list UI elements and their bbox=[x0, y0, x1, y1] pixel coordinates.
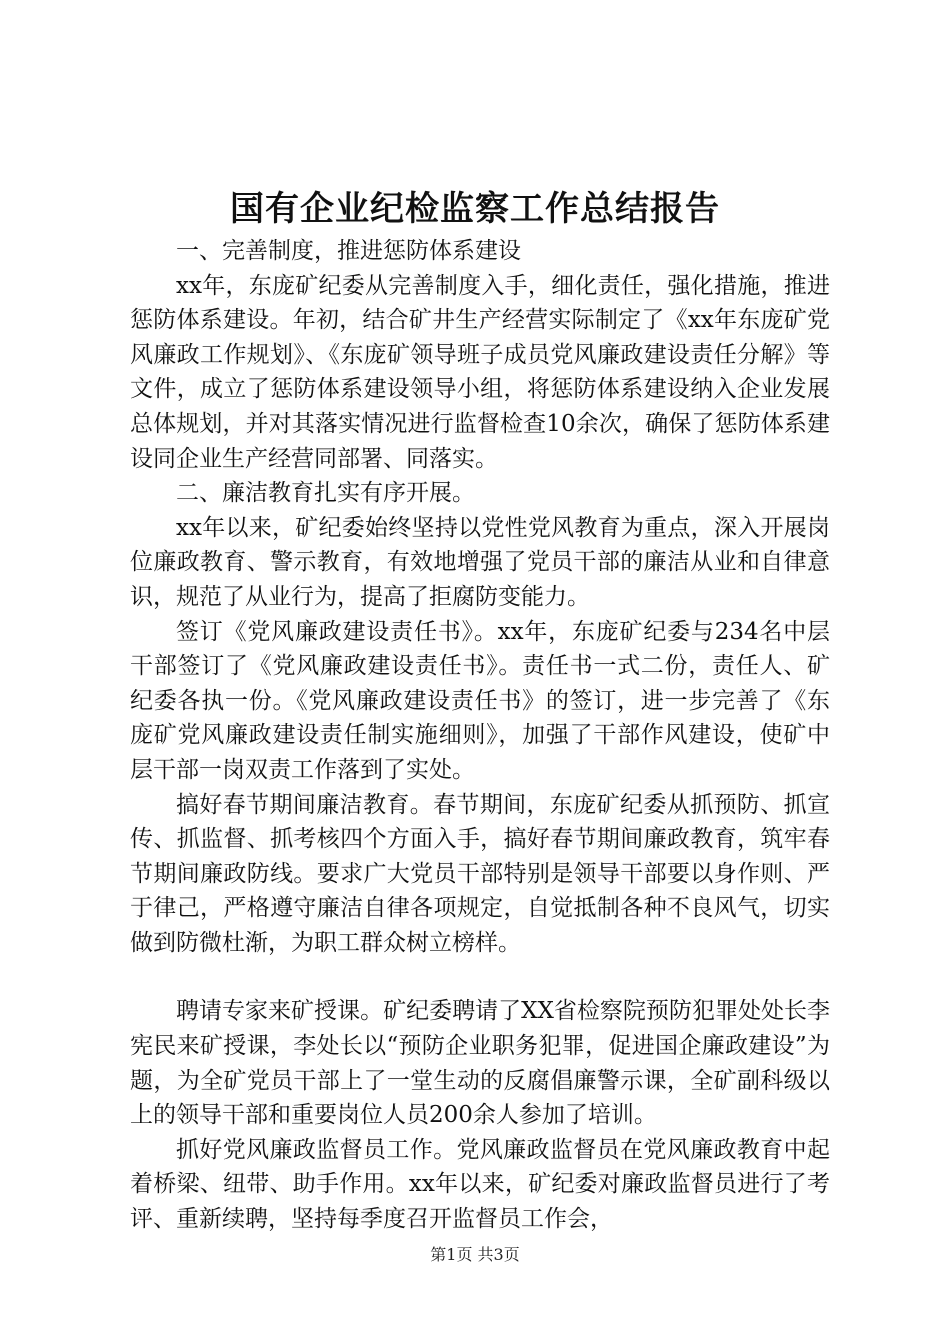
page-footer: 第1页 共3页 bbox=[430, 1245, 520, 1264]
body-paragraph: 签订《党风廉政建设责任书》。xx年，东庞矿纪委与234名中层干部签订了《党风廉政建设责任书》。责任书一式二份，责任人、矿纪委各执一份。《党风廉政建设责任书》的签订，进一步完善了《东庞矿党风廉政建设责任制实施细则》，加强了干部作风建设，使矿中层干部一岗双责工作落到了实处。 bbox=[130, 618, 830, 783]
document-body bbox=[130, 234, 830, 1237]
paragraph-spacer bbox=[130, 960, 830, 994]
body-paragraph: 搞好春节期间廉洁教育。春节期间，东庞矿纪委从抓预防、抓宣传、抓监督、抓考核四个方面入手，搞好春节期间廉政教育，筑牢春节期间廉政防线。要求广大党员干部特别是领导干部要以身作则、严于律己，严格遵守廉洁自律各项规定，自觉抵制各种不良风气，切实做到防微杜渐，为职工群众树立榜样。 bbox=[130, 791, 830, 956]
body-paragraph: 聘请专家来矿授课。矿纪委聘请了XX省检察院预防犯罪处处长李宪民来矿授课，李处长以“预防企业职务犯罪，促进国企廉政建设”为题，为全矿党员干部上了一堂生动的反腐倡廉警示课，全矿副科级以上的领导干部和重要岗位人员200余人参加了培训。 bbox=[130, 998, 830, 1129]
section-heading-2: 二、廉洁教育扎实有序开展。 bbox=[176, 480, 475, 507]
document-title: 国有企业纪检监察工作总结报告 bbox=[230, 189, 720, 229]
body-paragraph: 抓好党风廉政监督员工作。党风廉政监督员在党风廉政教育中起着桥梁、纽带、助手作用。xx年以来，矿纪委对廉政监督员进行了考评、重新续聘，坚持每季度召开监督员工作会， bbox=[130, 1136, 830, 1233]
body-paragraph: xx年，东庞矿纪委从完善制度入手，细化责任，强化措施，推进惩防体系建设。年初，结合矿井生产经营实际制定了《xx年东庞矿党风廉政工作规划》、《东庞矿领导班子成员党风廉政建设责任分解》等文件，成立了惩防体系建设领导小组，将惩防体系建设纳入企业发展总体规划，并对其落实情况进行监督检查10余次，确保了惩防体系建设同企业生产经营同部署、同落实。 bbox=[130, 272, 830, 472]
body-paragraph: xx年以来，矿纪委始终坚持以党性党风教育为重点，深入开展岗位廉政教育、警示教育，有效地增强了党员干部的廉洁从业和自律意识，规范了从业行为，提高了拒腐防变能力。 bbox=[130, 514, 830, 610]
section-heading-1: 一、完善制度，推进惩防体系建设 bbox=[176, 238, 521, 264]
